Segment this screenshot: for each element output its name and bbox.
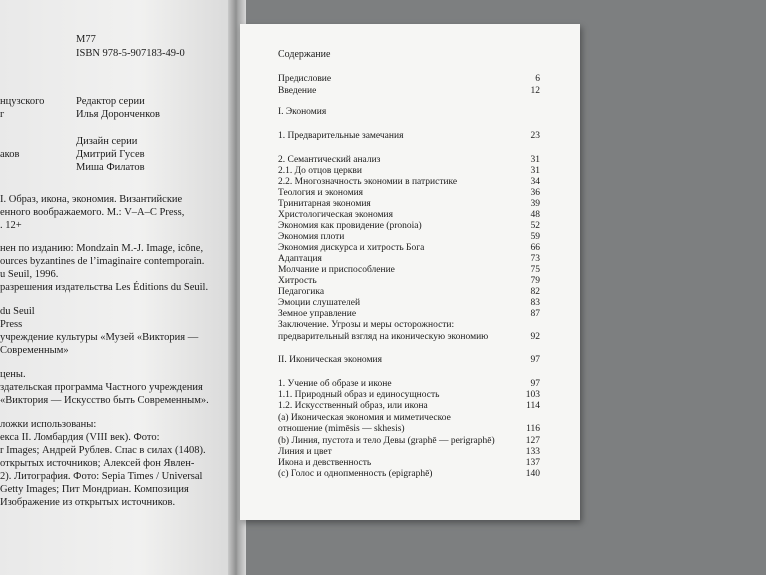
- credit-fragment: аков: [0, 149, 20, 160]
- toc-entry-page: 59: [530, 232, 540, 242]
- program-line: «Виктория — Искусство быть Современным».: [0, 395, 209, 406]
- toc-entry: [278, 424, 540, 435]
- toc-entry-page: 31: [530, 166, 540, 176]
- toc-entry: [278, 276, 540, 287]
- toc-entry-text: Экономия плоти: [278, 232, 345, 242]
- original-line: ources byzantines de l’imaginaire contemporain.: [0, 256, 205, 267]
- toc-entry-text: предварительный взгляд на иконическую экономию: [278, 332, 489, 342]
- toc-entry-page: 48: [530, 210, 540, 220]
- toc-entry-page: 82: [530, 287, 540, 297]
- toc-entry: [278, 320, 540, 331]
- toc-entry-text: Введение: [278, 86, 317, 96]
- credit-line: Дизайн серии: [76, 136, 138, 147]
- original-line: u Seuil, 1996.: [0, 269, 59, 280]
- credit-line: Илья Доронченков: [76, 109, 160, 120]
- toc-entry-text: Экономия как провидение (pronoia): [278, 221, 422, 231]
- toc-entry-page: 116: [526, 424, 540, 434]
- toc-entry-text: Христологическая экономия: [278, 210, 393, 220]
- toc-entry-text: Теология и экономия: [278, 188, 364, 198]
- original-line: разрешения издательства Les Éditions du Seuil.: [0, 282, 209, 293]
- toc-entry-page: 133: [525, 447, 540, 457]
- toc-entry-page: 12: [530, 86, 540, 96]
- toc-entry-text: Адаптация: [278, 254, 322, 264]
- toc-entry-page: 6: [535, 74, 540, 84]
- toc-entry-page: 73: [530, 254, 540, 264]
- toc-entry-text: Хитрость: [278, 276, 317, 286]
- toc-entry-page: 39: [530, 199, 540, 209]
- toc-entry-page: 36: [530, 188, 540, 198]
- toc-entry-page: 103: [525, 390, 540, 400]
- toc-entry-text: Молчание и приспособление: [278, 265, 395, 275]
- toc-entry-text: Предисловие: [278, 74, 332, 84]
- toc-entry-page: 97: [530, 379, 540, 389]
- cover-line: ложки использованы:: [0, 419, 97, 430]
- toc-entry-text: Тринитарная экономия: [278, 199, 371, 209]
- toc-entry-text: (c) Голос и однопменность (epigraphē): [278, 469, 433, 479]
- toc-entry: [278, 254, 540, 265]
- toc-entry: [278, 210, 540, 221]
- toc-entry: [278, 232, 540, 243]
- toc-entry: [278, 221, 540, 232]
- toc-entry-page: 92: [530, 332, 540, 342]
- credit-fragment: г: [0, 109, 5, 120]
- toc-entry-text: 2.1. До отцов церкви: [278, 166, 362, 176]
- toc-entry-text: Линия и цвет: [278, 447, 332, 457]
- publisher-line: учреждение культуры «Музей «Виктория —: [0, 332, 199, 343]
- toc-entry: [278, 265, 540, 276]
- toc-entry: [278, 447, 540, 458]
- toc-entry-text: 1.2. Искусственный образ, или икона: [278, 401, 428, 411]
- toc-entry-page: 66: [530, 243, 540, 253]
- toc-entry-text: II. Иконическая экономия: [278, 355, 382, 365]
- toc-entry: [278, 458, 540, 469]
- toc-entry-text: (b) Линия, пустота и тело Девы (graphē — perigraphē): [278, 436, 495, 446]
- right-page: [240, 24, 580, 520]
- toc-entry-page: 52: [530, 221, 540, 231]
- cover-line: Getty Images; Пит Мондриан. Композиция: [0, 484, 189, 495]
- toc-entry-text: 2. Семантический анализ: [278, 155, 381, 165]
- program-line: здательская программа Частного учреждения: [0, 382, 203, 393]
- toc-entry-text: Экономия дискурса и хитрость Бога: [278, 243, 425, 253]
- biblio-line: I. Образ, икона, экономия. Византийские: [0, 194, 183, 205]
- toc-entry: [278, 355, 540, 366]
- toc-entry: [278, 74, 540, 85]
- original-line: нен по изданию: Mondzain M.-J. Image, icône,: [0, 243, 204, 254]
- publisher-line: Современным»: [0, 345, 69, 356]
- toc-entry-page: 137: [525, 458, 540, 468]
- credit-fragment: нцузского: [0, 96, 45, 107]
- toc-entry: [278, 188, 540, 199]
- credit-line: Редактор серии: [76, 96, 145, 107]
- toc-entry-page: 140: [525, 469, 540, 479]
- toc-entry-text: Икона и девственность: [278, 458, 372, 468]
- toc-entry-page: 97: [530, 355, 540, 365]
- left-page: [0, 0, 232, 575]
- toc-entry: [278, 401, 540, 412]
- toc-entry-text: 2.2. Многозначность экономии в патристике: [278, 177, 458, 187]
- toc-entry: [278, 166, 540, 177]
- cover-line: Изображение из открытых источников.: [0, 497, 176, 508]
- cover-line: r Images; Андрей Рублев. Спас в силах (1408).: [0, 445, 206, 456]
- publisher-line: du Seuil: [0, 306, 35, 317]
- toc-entry: [278, 332, 540, 343]
- toc-entry-text: 1. Предварительные замечания: [278, 131, 404, 141]
- toc-entry-text: Земное управление: [278, 309, 357, 319]
- publisher-line: Press: [0, 319, 23, 330]
- toc-entry: [278, 390, 540, 401]
- cover-line: екса II. Ломбардия (VIII век). Фото:: [0, 432, 160, 443]
- toc-entry-page: 127: [525, 436, 540, 446]
- toc-entry-page: 75: [530, 265, 540, 275]
- credit-line: Миша Филатов: [76, 162, 145, 173]
- toc-entry-text: Педагогика: [278, 287, 325, 297]
- toc-entry: [278, 436, 540, 447]
- toc-entry: [278, 131, 540, 142]
- isbn: ISBN 978-5-907183-49-0: [76, 48, 185, 59]
- biblio-line: енного воображаемого. М.: V–A–C Press,: [0, 207, 185, 218]
- toc-entry-page: 87: [530, 309, 540, 319]
- publication-code: М77: [76, 34, 96, 45]
- toc-entry-page: 79: [530, 276, 540, 286]
- toc-entry-page: 23: [530, 131, 540, 141]
- toc-entry: [278, 199, 540, 210]
- toc-entry-page: 31: [530, 155, 540, 165]
- toc-entry: [278, 298, 540, 309]
- toc-entry: [278, 86, 540, 97]
- toc-entry: [278, 243, 540, 254]
- toc-entry-text: отношение (mimēsis — skhesis): [278, 424, 405, 434]
- toc-entry: [278, 309, 540, 320]
- toc-entry: [278, 413, 540, 424]
- cover-line: 2). Литография. Фото: Sepia Times / Universal: [0, 471, 203, 482]
- toc-entry-text: 1. Учение об образе и иконе: [278, 379, 392, 389]
- toc-entry: [278, 177, 540, 188]
- toc-entry-page: 114: [526, 401, 540, 411]
- toc-entry: [278, 107, 540, 118]
- toc-entry: [278, 287, 540, 298]
- toc-entry-text: I. Экономия: [278, 107, 327, 117]
- toc-entry-page: 83: [530, 298, 540, 308]
- toc-entry: [278, 469, 540, 480]
- toc-entry-text: Эмоции слушателей: [278, 298, 361, 308]
- program-line: цены.: [0, 369, 26, 380]
- biblio-line: . 12+: [0, 220, 22, 231]
- toc-entry-text: 1.1. Природный образ и единосущность: [278, 390, 440, 400]
- cover-line: открытых источников; Алексей фон Явлен-: [0, 458, 195, 469]
- toc-entry-text: (a) Иконическая экономия и миметическое: [278, 413, 451, 423]
- toc-title: Содержание: [278, 49, 331, 60]
- credit-line: Дмитрий Гусев: [76, 149, 145, 160]
- toc-entry: [278, 379, 540, 390]
- toc-entry-page: 34: [530, 177, 540, 187]
- toc-entry-text: Заключение. Угрозы и меры осторожности:: [278, 320, 455, 330]
- toc-entry: [278, 155, 540, 166]
